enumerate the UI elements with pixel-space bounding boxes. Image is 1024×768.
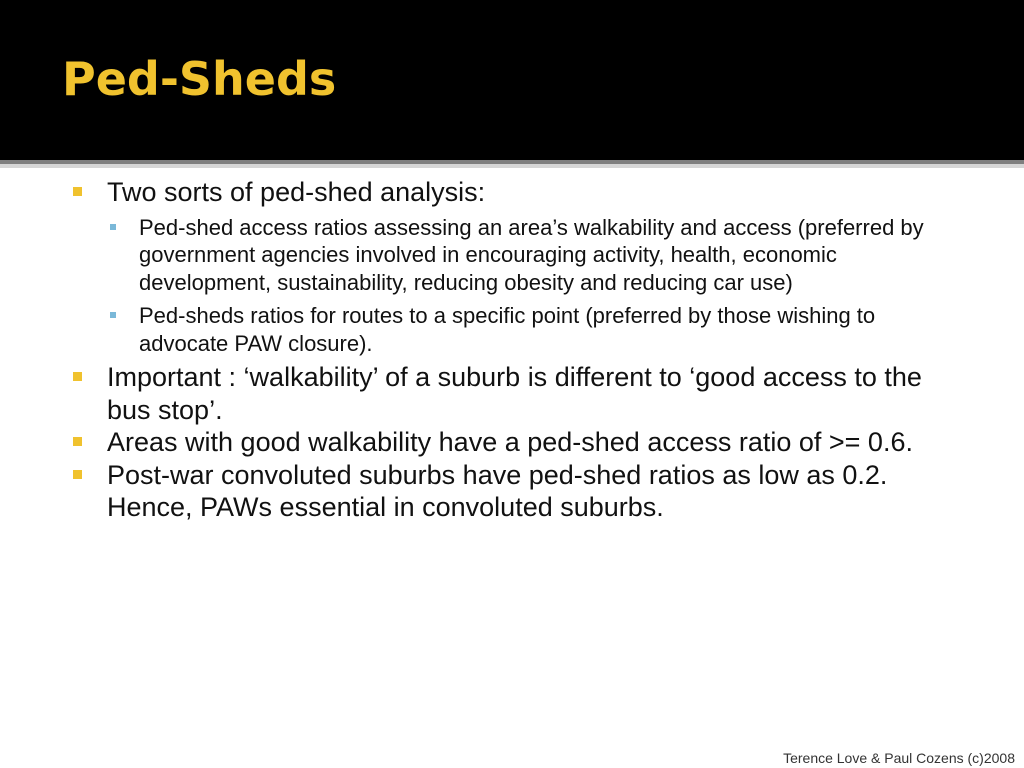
square-bullet-icon [73, 437, 82, 446]
bullet-text: Post-war convoluted suburbs have ped-shed ratios as low as 0.2. Hence, PAWs essential in convoluted suburbs. [107, 459, 888, 522]
square-bullet-icon [73, 470, 82, 479]
slide-title: Ped-Sheds [62, 52, 337, 106]
sub-bullet-item [72, 214, 962, 297]
bullet-text: Two sorts of ped-shed analysis: [107, 177, 486, 207]
square-bullet-icon [110, 312, 116, 318]
bullet-text: Areas with good walkability have a ped-shed access ratio of >= 0.6. [107, 427, 913, 457]
bullet-item [72, 459, 962, 524]
square-bullet-icon [73, 372, 82, 381]
footer-credit: Terence Love & Paul Cozens (c)2008 [783, 750, 1015, 766]
sub-bullet-text: Ped-sheds ratios for routes to a specific point (preferred by those wishing to advocate PAW closure). [139, 303, 876, 356]
title-divider-light [0, 164, 1024, 168]
sub-bullet-text: Ped-shed access ratios assessing an area’s walkability and access (preferred by government agencies involved in encouraging activity, health, economic development, sustainability, reducing obesity and reducing car use) [139, 214, 924, 295]
bullet-item [72, 361, 962, 426]
bullet-item [72, 426, 962, 459]
title-bar [0, 0, 1024, 160]
square-bullet-icon [73, 187, 82, 196]
sub-bullet-item [72, 302, 962, 357]
bullet-item [72, 176, 962, 209]
square-bullet-icon [110, 224, 116, 230]
slide-body [72, 176, 962, 524]
bullet-text: Important : ‘walkability’ of a suburb is different to ‘good access to the bus stop’. [107, 362, 922, 425]
